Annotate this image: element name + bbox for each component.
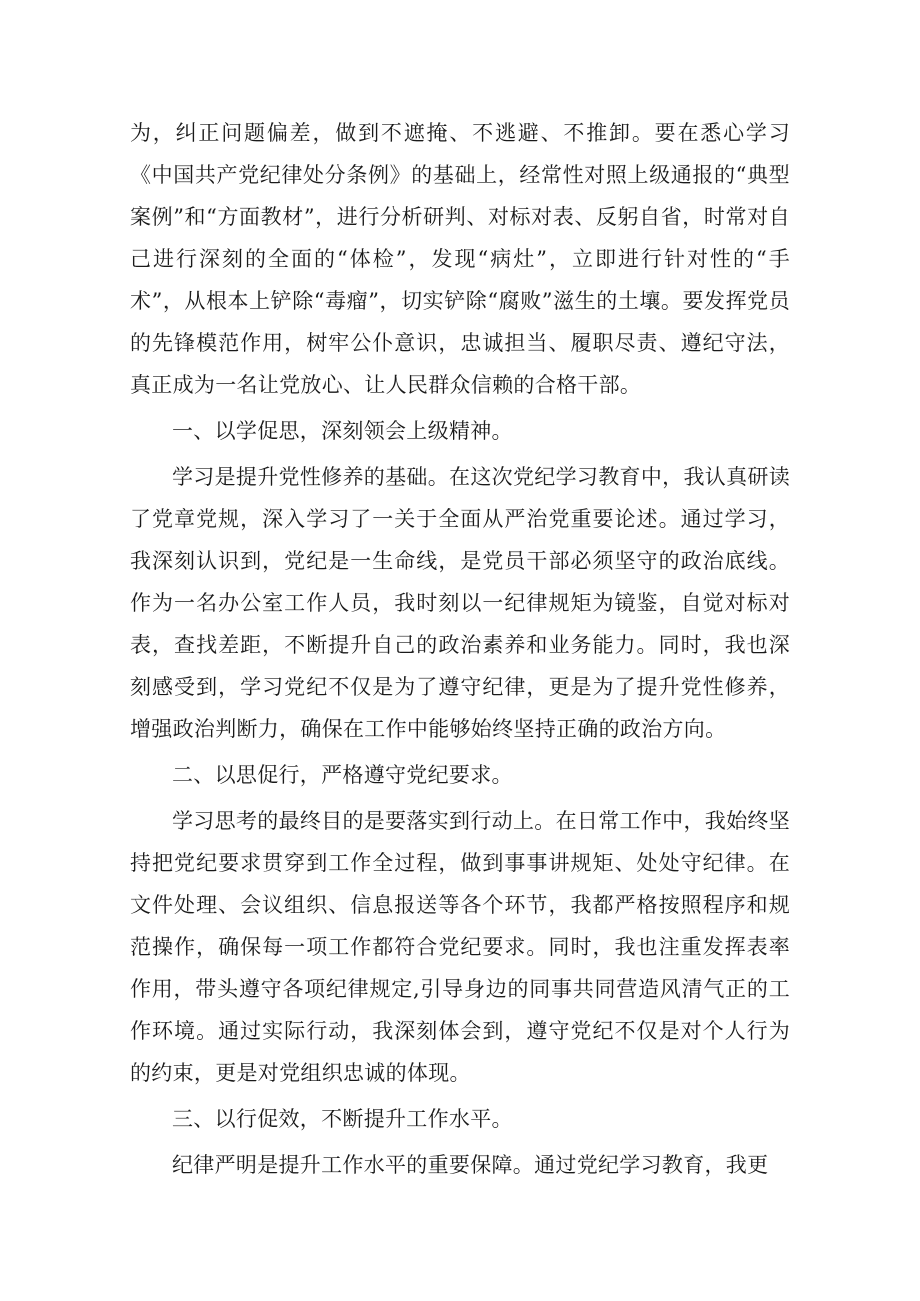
section-heading-3: 三、以行促效，不断提升工作水平。 (172, 1107, 513, 1131)
document-body (130, 112, 790, 1186)
paragraph-body: 纪律严明是提升工作水平的重要保障。通过党纪学习教育，我更 (172, 1153, 769, 1177)
paragraph-body: 学习思考的最终目的是要落实到行动上。在日常工作中，我始终坚持把党纪要求贯穿到工作全过程，做到事事讲规矩、处处守纪律。在文件处理、会议组织、信息报送等各个环节，我都严格按照程序和规范操作，确保每一项工作都符合党纪要求。同时，我也注重发挥表率作用，带头遵守各项纪律规定,引导身边的同事共同营造风清气正的工作环境。通过实际行动，我深刻体会到，遵守党纪不仅是对个人行为的约束，更是对党组织忠诚的体现。 (130, 809, 790, 1085)
paragraph-body: 学习是提升党性修养的基础。在这次党纪学习教育中，我认真研读了党章党规，深入学习了一关于全面从严治党重要论述。通过学习，我深刻认识到，党纪是一生命线，是党员干部必须坚守的政治底线。作为一名办公室工作人员，我时刻以一纪律规矩为镜鉴，自觉对标对表，查找差距，不断提升自己的政治素养和业务能力。同时，我也深刻感受到，学习党纪不仅是为了遵守纪律，更是为了提升党性修养，增强政治判断力，确保在工作中能够始终坚持正确的政治方向。 (130, 465, 790, 741)
section-heading-2: 二、以思促行，严格遵守党纪要求。 (172, 763, 513, 787)
section-heading-1: 一、以学促思，深刻领会上级精神。 (172, 419, 513, 443)
paragraph-continuation: 为，纠正问题偏差，做到不遮掩、不逃避、不推卸。要在悉心学习《中国共产党纪律处分条例》的基础上，经常性对照上级通报的“典型案例”和“方面教材”，进行分析研判、对标对表、反躬自省，时常对自己进行深刻的全面的“体检”，发现“病灶”，立即进行针对性的“手术”，从根本上铲除“毒瘤”，切实铲除“腐败”滋生的土壤。要发挥党员的先锋模范作用，树牢公仆意识，忠诚担当、履职尽责、遵纪守法，真正成为一名让党放心、让人民群众信赖的合格干部。 (130, 121, 790, 397)
